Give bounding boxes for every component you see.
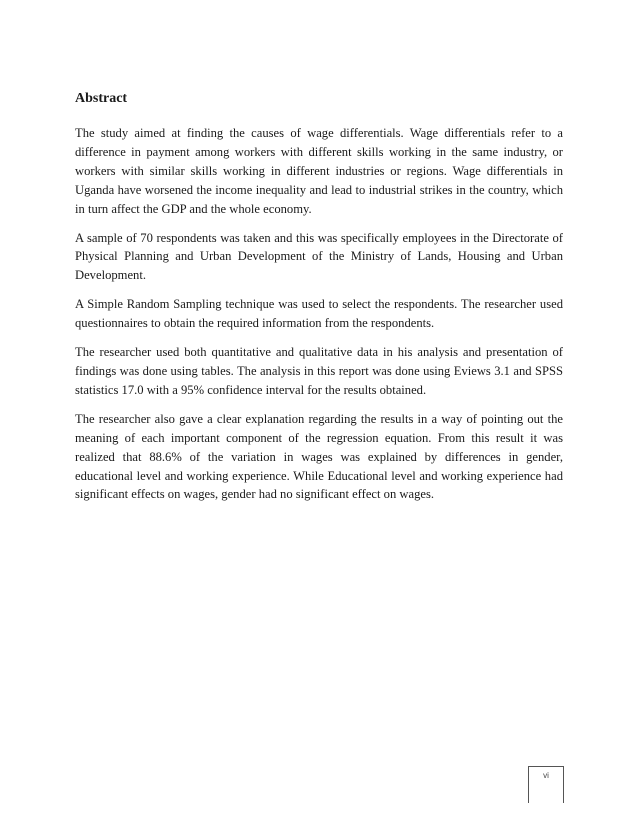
paragraph: A sample of 70 respondents was taken and this was specifically employees in the Directorate of Physical Planning and Urban Development of the Ministry of Lands, Housing and Urban Development. [75,230,563,283]
paragraph: The researcher also gave a clear explanation regarding the results in a way of pointing out the meaning of each important component of the regression equation. From this result it was realized that 88.6% of the variation in wages was explained by differences in gender, educational level and working experience. While Educational level and working experience had significant effects on wages, gender had no significant effect on wages. [75,411,563,502]
paragraph: The researcher used both quantitative and qualitative data in his analysis and presentation of findings was done using tables. The analysis in this report was done using Eviews 3.1 and SPSS statistics 17.0 with a 95% confidence interval for the results obtained. [75,345,563,397]
page-number-box [528,766,564,803]
paragraph: A Simple Random Sampling technique was used to select the respondents. The researcher used questionnaires to obtain the required information from the respondents. [75,297,563,331]
page-number: vi [543,771,549,780]
abstract-body [75,124,563,514]
paragraph: The study aimed at finding the causes of wage differentials. Wage differentials refer to a difference in payment among workers with different skills working in the same industry, or workers with similar skills working in different industries or regions. Wage differentials in Uganda have worsened the income inequality and lead to industrial strikes in the country, which in turn affect the GDP and the whole economy. [75,126,563,216]
section-heading: Abstract [75,91,128,106]
